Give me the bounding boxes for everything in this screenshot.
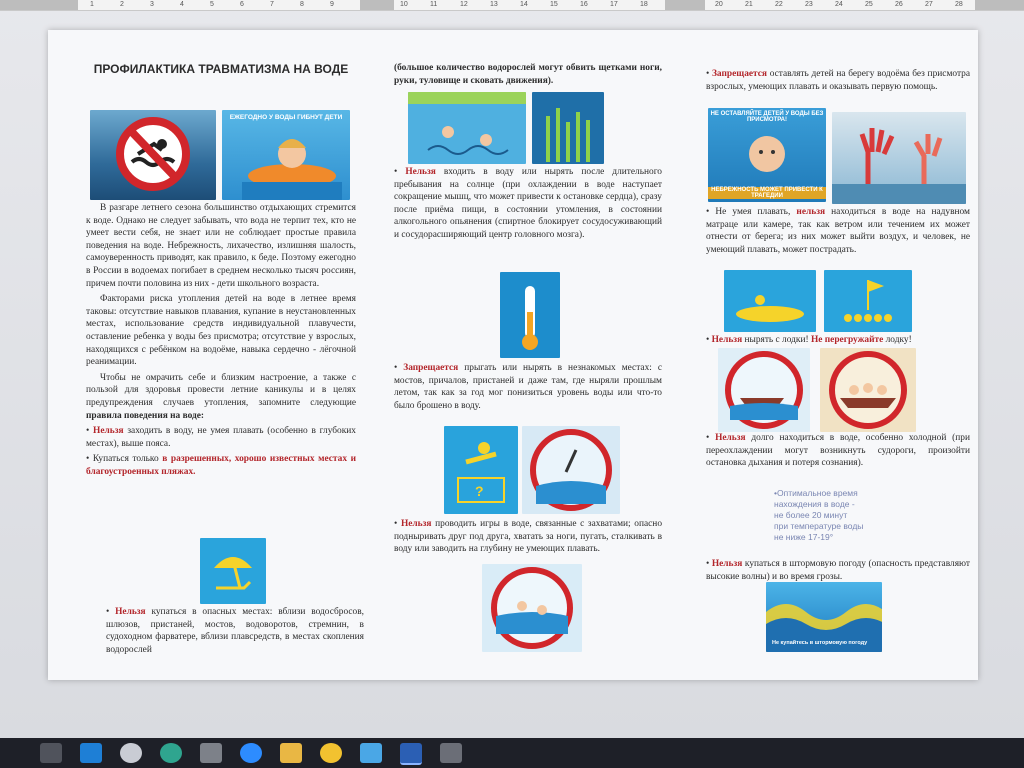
ruler-tick: 5 (210, 1, 214, 8)
storm-caption: Не купайтесь в штормовую погоду (772, 640, 868, 646)
risk-paragraph: Факторами риска утопления детей на воде в летнее время таковы: отсутствие навыков плавания, купание в неустановленных местах, использование средств индивидуальной плавучести, оставление ребенка у воды без присмотра; отсутствие у взрослых, находящихся с ребёнком на водоёме, навыка сердечно - лёгочной реанимации. (86, 294, 356, 368)
rule-keyword: Запрещается (403, 363, 459, 373)
no-games-icon (482, 564, 582, 652)
rule-keyword: Нельзя (93, 426, 124, 437)
column-1 (86, 62, 356, 80)
column-2 (394, 62, 662, 90)
drowning-hands-icon (832, 112, 966, 204)
seaweed-icon (532, 92, 604, 164)
image-caption-bottom: НЕБРЕЖНОСТЬ МОЖЕТ ПРИВЕСТИ К ТРАГЕДИИ (708, 187, 826, 199)
page-title: ПРОФИЛАКТИКА ТРАВМАТИЗМА НА ВОДЕ (93, 62, 349, 76)
ruler-tick: 21 (745, 1, 753, 8)
rule-bullet: • Нельзя входить в воду или нырять после длительного пребывания на солнце (при охлаждении в воде наступает сокращение мышц, что может привести к остановке сердца), сразу после приёма пищи, в состоянии утомления, в состоянии алкогольного опьянения (спиртное блокирует сосудосуживающий и сосудорасширяющий центр головного мозга). (394, 167, 662, 240)
buoy-line-image (824, 270, 912, 332)
rule-text: нырять с лодки! (744, 335, 809, 345)
overloaded-boat-sign (820, 348, 916, 432)
ruler-tick: 11 (430, 1, 438, 8)
unattended-children-image (708, 108, 826, 202)
swimmers-icon (408, 92, 526, 164)
rule-keyword: в разрешенных, хорошо известных местах и благоустроенных пляжах. (86, 454, 356, 477)
seaweed-image (532, 92, 604, 164)
rule-bullet: • Запрещается прыгать или нырять в незнакомых местах: с мостов, причалов, пристаней и даже там, где ныряли прошлым летом, так как за год мог понизиться уровень воды или что-то было брошено в воду. (394, 363, 662, 411)
rule-keyword: Запрещается (711, 69, 767, 79)
info-line: не ниже 17-19° (774, 532, 834, 542)
ruler-tick: 28 (955, 1, 963, 8)
info-line: •Оптимальное время (774, 488, 858, 498)
no-swimming-sign (90, 110, 216, 200)
seaweed-warning: (большое количество водорослей могут обвить щетками ноги, руки, туловище и сковать движения). (394, 63, 662, 86)
ruler-tick: 6 (240, 1, 244, 8)
column-1-body (86, 202, 356, 481)
rule-text: прыгать или нырять в незнакомых местах: с мостов, причалов, пристаней и даже там, где ныряли прошлым летом, так как за год мог понизиться уровень воды или что-то было брошено в воду. (394, 363, 662, 411)
ruler-tick: 3 (150, 1, 154, 8)
ruler-gap-2 (665, 0, 705, 10)
rule-bullet: • Нельзя долго находиться в воде, особенно холодной (при переохлаждении могут возникнуть судороги, произойти остановка дыхания и потеря сознания). (706, 433, 970, 469)
rule-keyword: Нельзя (711, 559, 743, 569)
info-line: при температуре воды (774, 521, 864, 531)
folder-icon[interactable] (280, 743, 302, 763)
info-line: нахождения в воде - (774, 499, 855, 509)
no-boat-diving-sign (718, 348, 810, 432)
ruler-tick: 8 (300, 1, 304, 8)
ruler-tick: 18 (640, 1, 648, 8)
rule-keyword: нельзя (796, 207, 826, 217)
ruler-tick: 9 (330, 1, 334, 8)
rule-bullet: • Нельзя заходить в воду, не умея плавать (особенно в глубоких местах), выше пояса. (86, 426, 356, 449)
rules-intro-text: Чтобы не омрачить себе и близким настроение, а также с пользой для здоровья провести летние каникулы и в целях предупреждения случаев утопления, запомните следующие (86, 372, 356, 408)
image-caption: ЕЖЕГОДНО У ВОДЫ ГИБНУТ ДЕТИ (229, 114, 343, 121)
svg-text:?: ? (475, 483, 484, 499)
no-diving-sign (522, 426, 620, 514)
umbrella-icon (200, 538, 266, 604)
ruler-tick: 12 (460, 1, 468, 8)
yandex-icon[interactable] (320, 743, 342, 763)
bathing-time-info (774, 488, 914, 543)
ruler-tick: 20 (715, 1, 723, 8)
ruler-tick: 1 (90, 1, 94, 8)
ruler-tick: 2 (120, 1, 124, 8)
no-diving-icon (522, 426, 620, 514)
rule-text: Не умея плавать, (715, 207, 791, 217)
ruler-margin-right (975, 0, 1024, 10)
rule-bullet: • Купаться только в разрешенных, хорошо известных местах и благоустроенных пляжах. (86, 454, 356, 477)
rule-keyword: Нельзя (715, 433, 746, 443)
ruler-tick: 27 (925, 1, 933, 8)
info-line: не более 20 минут (774, 510, 848, 520)
ruler-tick: 4 (180, 1, 184, 8)
boat-diving-icon (718, 348, 810, 432)
rule-bullet: • Нельзя купаться в опасных местах: вблизи водосбросов, шлюзов, пристаней, мостов, водоворотов, стремнин, в судоходном фарватере, вблизи плавсредств, в местах скопления водорослей (106, 607, 364, 655)
zoom-icon[interactable] (240, 743, 262, 763)
mattress-icon (724, 270, 816, 332)
ruler-tick: 24 (835, 1, 843, 8)
ruler-tick: 17 (610, 1, 618, 8)
ruler-tick: 26 (895, 1, 903, 8)
ruler-tick: 25 (865, 1, 873, 8)
storm-swimming-image (766, 582, 882, 652)
child-float-icon (222, 110, 350, 200)
beach-umbrella-image (200, 538, 266, 604)
diver-icon (444, 426, 518, 514)
children-drown-image (222, 110, 350, 200)
rule-text: проводить игры в воде, связанные с захватами; опасно подныривать друг под друга, хватать за ноги, пугать, сталкивать в воду или заводить на глубину не умеющих плавать. (394, 519, 663, 555)
word-icon[interactable] (400, 743, 422, 765)
explorer-icon[interactable] (200, 743, 222, 763)
column-2-mid (394, 362, 662, 415)
rule-text: оставлять детей на берегу водоёма без присмотра взрослых, умеющих плавать и оказывать первую помощь. (706, 69, 970, 92)
no-water-games-sign (482, 564, 582, 652)
rule-keyword: Нельзя (115, 607, 146, 617)
column-3-cold (706, 432, 970, 473)
diving-image (444, 426, 518, 514)
drowning-hands-image (832, 112, 966, 204)
overloaded-boat-icon (820, 348, 916, 432)
rules-heading: правила поведения на воде: (86, 410, 205, 421)
photos-icon[interactable] (120, 743, 142, 763)
rule-text: заходить в воду, не умея плавать (особенно в глубоких местах), выше пояса. (86, 426, 356, 449)
thermometer-image (500, 272, 560, 358)
intro-paragraph: В разгаре летнего сезона большинство отдыхающих стремится к воде. Однако не следует забывать, что вода не терпит тех, кто не умеет вести себя, не знает или не соблюдает простые правила поведения на воде. Небрежность, лихачество, излишняя шалость, самоуверенность приводят, как правило, к беде. Поэтому ежегодно в России в водоемах погибает в среднем несколько тысяч россиян, причем почти половина из них - дети школьного возраста. (86, 203, 356, 289)
column-3-body (706, 206, 970, 259)
paint-icon[interactable] (360, 743, 382, 763)
ruler-tick: 23 (805, 1, 813, 8)
rule-bullet: • Нельзя проводить игры в воде, связанные с захватами; опасно подныривать друг под друга, хватать за ноги, пугать, сталкивать в воду или заводить на глубину не умеющих плавать. (394, 519, 663, 555)
task-view-icon[interactable] (40, 743, 62, 763)
store-icon[interactable] (440, 743, 462, 763)
column-3 (706, 68, 970, 96)
rule-bullet: • Нельзя нырять с лодки! Не перегружайте лодку! (706, 335, 912, 345)
edge-icon[interactable] (160, 743, 182, 763)
ruler-tick: 14 (520, 1, 528, 8)
rule-text: купаться в штормовую погоду (опасность представляют высокие волны) и во время грозы. (706, 559, 970, 582)
no-swimming-icon (90, 110, 216, 200)
rule-text: входить в воду или нырять после длительного пребывания на солнце (при охлаждении в воде наступает сокращение мышц, что может привести к остановке сердца), сразу после приёма пищи, в состоянии утомления, в состоянии алкогольного опьянения (спиртное блокирует сосудосуживающий и сосудорасширяющий центр головного мозга). (394, 167, 662, 240)
rule-keyword: Нельзя (711, 335, 743, 345)
rule-text: купаться в опасных местах: вблизи водосбросов, шлюзов, пристаней, мостов, водоворотов, стремнин, в судоходном фарватере, вблизи плавсредств, в местах скопления водорослей (106, 607, 364, 655)
ruler-tick: 16 (580, 1, 588, 8)
ruler-tick: 22 (775, 1, 783, 8)
rule-bullet: • Не умея плавать, нельзя находиться в воде на надувном матраце или камере, так как ветром или течением их может отнести от берега; из них может выйти воздух, и человек, не умеющий плавать, может пострадать. (706, 207, 970, 255)
ruler-tick: 10 (400, 1, 408, 8)
ruler-tick: 15 (550, 1, 558, 8)
inflatable-mattress-image (724, 270, 816, 332)
column-2-body (394, 166, 662, 245)
rule-text: находиться в воде на надувном матраце или камере, так как ветром или течением их может отнести от берега; из них может выйти воздух, и человек, не умеющий плавать, может пострадать. (706, 207, 970, 255)
rule-text: Купаться только (92, 454, 159, 465)
ruler-margin-left (0, 0, 78, 10)
rule-keyword: Не перегружайте (810, 335, 884, 345)
column-1-bottom (106, 606, 364, 659)
ruler-tick: 7 (270, 1, 274, 8)
image-caption-top: НЕ ОСТАВЛЯЙТЕ ДЕТЕЙ У ВОДЫ БЕЗ ПРИСМОТРА! (710, 111, 824, 123)
rule-keyword: Нельзя (405, 167, 436, 177)
mail-icon[interactable] (80, 743, 102, 763)
thermometer-icon (500, 272, 560, 358)
rules-intro (86, 372, 356, 422)
column-2-bottom (394, 518, 662, 559)
ruler-gap-1 (360, 0, 394, 10)
horizontal-ruler[interactable] (0, 0, 1024, 11)
rule-text: долго находиться в воде, особенно холодной (при переохлаждении могут возникнуть судороги, произойти остановка дыхания и потеря сознания). (706, 433, 970, 469)
taskbar (0, 738, 1024, 768)
rule-bullet: • Запрещается оставлять детей на берегу водоёма без присмотра взрослых, умеющих плавать и оказывать первую помощь. (706, 69, 970, 92)
rule-keyword: Нельзя (400, 519, 432, 529)
rule-text: лодку! (885, 335, 912, 345)
document-page[interactable] (48, 30, 978, 680)
ruler-tick: 13 (490, 1, 498, 8)
buoy-flag-icon (824, 270, 912, 332)
tangled-swimmers-image (408, 92, 526, 164)
rule-bullet: • Нельзя купаться в штормовую погоду (опасность представляют высокие волны) и во время грозы. (706, 559, 970, 582)
